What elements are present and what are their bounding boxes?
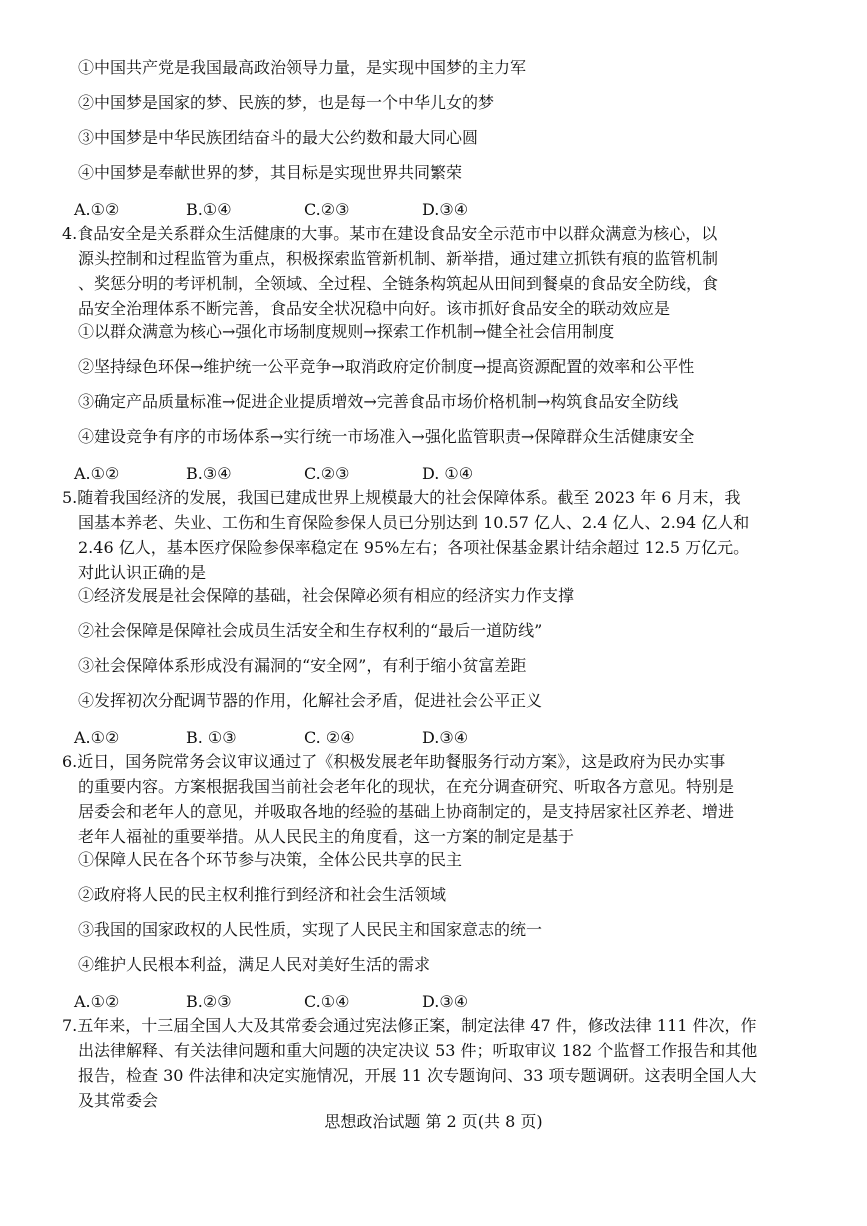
q6-stem-line-2: 的重要内容。方案根据我国当前社会老年化的现状，在充分调查研究、听取各方意见。特别是 bbox=[78, 777, 735, 796]
q3-answer-d: D.③④ bbox=[422, 200, 469, 219]
q5-stem-line-3: 2.46 亿人，基本医疗保险参保率稳定在 95%左右；各项社保基金累计结余超过 12.5 万亿元。 bbox=[78, 538, 750, 557]
q6-stem-line-4: 老年人福祉的重要举措。从人民民主的角度看，这一方案的制定是基于 bbox=[78, 827, 575, 846]
q4-option-2: ②坚持绿色环保→维护统一公平竞争→取消政府定价制度→提高资源配置的效率和公平性 bbox=[78, 357, 695, 376]
q3-answer-c: C.②③ bbox=[304, 200, 350, 219]
q5-option-2: ②社会保障是保障社会成员生活安全和生存权利的“最后一道防线” bbox=[78, 621, 543, 640]
q6-answers bbox=[74, 992, 468, 1012]
q6-stem-line-1: 6.近日，国务院常务会议审议通过了《积极发展老年助餐服务行动方案》，这是政府为民办实事 bbox=[62, 752, 726, 771]
q5-stem-line-2: 国基本养老、失业、工伤和生育保险参保人员已分别达到 10.57 亿人、2.4 亿人、2.94 亿人和 bbox=[78, 513, 750, 532]
q4-stem-line-2: 源头控制和过程监管为重点，积极探索监管新机制、新举措，通过建立抓铁有痕的监管机制 bbox=[78, 249, 719, 268]
page-footer: 思想政治试题 第 2 页(共 8 页) bbox=[324, 1112, 543, 1131]
q5-option-4: ④发挥初次分配调节器的作用，化解社会矛盾，促进社会公平正义 bbox=[78, 691, 543, 710]
q6-option-4: ④维护人民根本利益，满足人民对美好生活的需求 bbox=[78, 955, 431, 974]
q4-stem-line-4: 品安全治理体系不断完善，食品安全状况稳中向好。该市抓好食品安全的联动效应是 bbox=[78, 299, 671, 318]
q5-answers bbox=[74, 728, 468, 748]
q5-option-1: ①经济发展是社会保障的基础，社会保障必须有相应的经济实力作支撑 bbox=[78, 586, 575, 605]
q4-stem-line-1: 4.食品安全是关系群众生活健康的大事。某市在建设食品安全示范市中以群众满意为核心，以 bbox=[62, 224, 718, 243]
q4-answer-a: A.①② bbox=[74, 464, 120, 483]
q4-option-3: ③确定产品质量标准→促进企业提质增效→完善食品市场价格机制→构筑食品安全防线 bbox=[78, 392, 679, 411]
q6-option-1: ①保障人民在各个环节参与决策，全体公民共享的民主 bbox=[78, 850, 463, 869]
q6-option-2: ②政府将人民的民主权利推行到经济和社会生活领域 bbox=[78, 885, 447, 904]
q5-answer-c: C. ②④ bbox=[304, 728, 355, 747]
q3-answers bbox=[74, 200, 468, 220]
q6-answer-a: A.①② bbox=[74, 992, 120, 1011]
q5-answer-b: B. ①③ bbox=[186, 728, 237, 747]
q3-answer-b: B.①④ bbox=[186, 200, 232, 219]
q3-option-4: ④中国梦是奉献世界的梦，其目标是实现世界共同繁荣 bbox=[78, 163, 463, 182]
q4-stem-line-3: 、奖惩分明的考评机制，全领域、全过程、全链条构筑起从田间到餐桌的食品安全防线，食 bbox=[78, 274, 719, 293]
q4-answer-b: B.③④ bbox=[186, 464, 232, 483]
q7-stem-line-4: 及其常委会 bbox=[78, 1091, 159, 1110]
q5-answer-a: A.①② bbox=[74, 728, 120, 747]
q5-option-3: ③社会保障体系形成没有漏洞的“安全网”，有利于缩小贫富差距 bbox=[78, 656, 527, 675]
q5-stem-line-4: 对此认识正确的是 bbox=[78, 563, 207, 582]
q5-stem-line-1: 5.随着我国经济的发展，我国已建成世界上规模最大的社会保障体系。截至 2023 年 6 月末，我 bbox=[62, 488, 741, 507]
q6-answer-b: B.②③ bbox=[186, 992, 232, 1011]
q6-option-3: ③我国的国家政权的人民性质，实现了人民民主和国家意志的统一 bbox=[78, 920, 543, 939]
q4-option-1: ①以群众满意为核心→强化市场制度规则→探索工作机制→健全社会信用制度 bbox=[78, 322, 615, 341]
q3-answer-a: A.①② bbox=[74, 200, 120, 219]
q4-answers bbox=[74, 464, 473, 484]
q7-stem-line-2: 出法律解释、有关法律问题和重大问题的决定决议 53 件；听取审议 182 个监督工作报告和其他 bbox=[78, 1041, 758, 1060]
q6-answer-c: C.①④ bbox=[304, 992, 350, 1011]
q6-stem-line-3: 居委会和老年人的意见，并吸取各地的经验的基础上协商制定的，是支持居家社区养老、增进 bbox=[78, 802, 735, 821]
q3-option-3: ③中国梦是中华民族团结奋斗的最大公约数和最大同心圆 bbox=[78, 128, 479, 147]
q4-answer-c: C.②③ bbox=[304, 464, 350, 483]
q3-option-2: ②中国梦是国家的梦、民族的梦，也是每一个中华儿女的梦 bbox=[78, 93, 495, 112]
q4-option-4: ④建设竞争有序的市场体系→实行统一市场准入→强化监管职责→保障群众生活健康安全 bbox=[78, 427, 695, 446]
q5-answer-d: D.③④ bbox=[422, 728, 469, 747]
q6-answer-d: D.③④ bbox=[422, 992, 469, 1011]
q4-answer-d: D. ①④ bbox=[422, 464, 474, 483]
q7-stem-line-1: 7.五年来，十三届全国人大及其常委会通过宪法修正案，制定法律 47 件，修改法律 111 件次，作 bbox=[62, 1016, 757, 1035]
q7-stem-line-3: 报告，检查 30 件法律和决定实施情况，开展 11 次专题询问、33 项专题调研。这表明全国人大 bbox=[78, 1066, 757, 1085]
q3-option-1: ①中国共产党是我国最高政治领导力量，是实现中国梦的主力军 bbox=[78, 58, 527, 77]
